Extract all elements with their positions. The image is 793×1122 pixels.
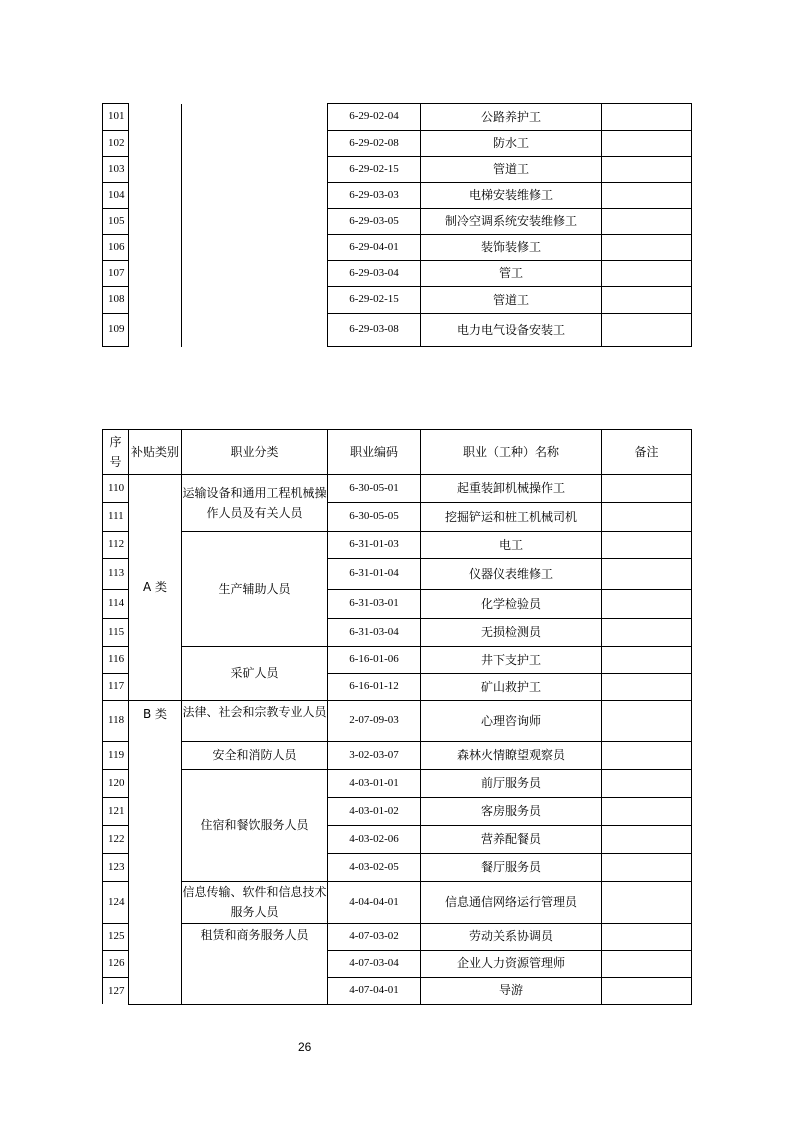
remark-cell <box>602 503 692 532</box>
remark-cell <box>602 157 692 183</box>
occupation-name: 企业人力资源管理师 <box>421 950 602 977</box>
page-number: 26 <box>298 1040 312 1054</box>
row-number: 117 <box>103 674 129 701</box>
row-number: 107 <box>103 261 129 287</box>
remark-cell <box>602 826 692 854</box>
occupation-name: 餐厅服务员 <box>421 854 602 882</box>
row-number: 106 <box>103 235 129 261</box>
remark-cell <box>602 261 692 287</box>
row-number: 109 <box>103 314 129 347</box>
row-number: 104 <box>103 183 129 209</box>
occupation-code: 4-03-01-01 <box>328 770 421 798</box>
occupation-code: 4-03-02-05 <box>328 854 421 882</box>
category-leasing-business: 租赁和商务服务人员 <box>182 923 328 1004</box>
occupation-code: 6-29-04-01 <box>328 235 421 261</box>
occupation-code: 6-29-03-08 <box>328 314 421 347</box>
occupation-code: 6-31-03-04 <box>328 619 421 647</box>
header-subsidy-class: 补贴类别 <box>129 430 182 475</box>
row-number: 125 <box>103 923 129 950</box>
remark-cell <box>602 674 692 701</box>
row-number: 112 <box>103 532 129 559</box>
occupation-name: 管道工 <box>421 287 602 314</box>
row-number: 121 <box>103 798 129 826</box>
remark-cell <box>602 532 692 559</box>
row-number: 127 <box>103 977 129 1004</box>
remark-cell <box>602 590 692 619</box>
occupation-subsidy-table <box>102 429 692 1005</box>
occupation-name: 营养配餐员 <box>421 826 602 854</box>
occupation-name: 仪器仪表维修工 <box>421 559 602 590</box>
header-remark: 备注 <box>602 430 692 475</box>
row-number: 113 <box>103 559 129 590</box>
occupation-name: 无损检测员 <box>421 619 602 647</box>
subsidy-class-cell <box>129 104 182 347</box>
occupation-name: 森林火情瞭望观察员 <box>421 742 602 770</box>
table-row <box>103 532 692 559</box>
occupation-name: 化学检验员 <box>421 590 602 619</box>
occupation-name: 信息通信网络运行管理员 <box>421 882 602 924</box>
occupation-name: 挖掘铲运和桩工机械司机 <box>421 503 602 532</box>
occupation-code: 6-29-02-08 <box>328 131 421 157</box>
row-number: 114 <box>103 590 129 619</box>
occupation-name: 管工 <box>421 261 602 287</box>
remark-cell <box>602 287 692 314</box>
row-number: 124 <box>103 882 129 924</box>
remark-cell <box>602 619 692 647</box>
category-hospitality: 住宿和餐饮服务人员 <box>182 770 328 882</box>
row-number: 108 <box>103 287 129 314</box>
occupation-code: 6-29-03-04 <box>328 261 421 287</box>
table-header-row <box>103 430 692 475</box>
row-number: 110 <box>103 475 129 503</box>
remark-cell <box>602 770 692 798</box>
occupation-name: 防水工 <box>421 131 602 157</box>
row-number: 118 <box>103 701 129 742</box>
occupation-code: 4-07-04-01 <box>328 977 421 1004</box>
row-number: 126 <box>103 950 129 977</box>
remark-cell <box>602 183 692 209</box>
row-number: 111 <box>103 503 129 532</box>
occupation-name: 前厅服务员 <box>421 770 602 798</box>
table-row <box>103 882 692 924</box>
occupation-code: 6-31-03-01 <box>328 590 421 619</box>
table-row <box>103 742 692 770</box>
remark-cell <box>602 559 692 590</box>
table-row <box>103 104 692 131</box>
remark-cell <box>602 209 692 235</box>
occupation-name: 起重装卸机械操作工 <box>421 475 602 503</box>
occupation-name: 心理咨询师 <box>421 701 602 742</box>
occupation-name: 井下支护工 <box>421 647 602 674</box>
table-row <box>103 770 692 798</box>
remark-cell <box>602 742 692 770</box>
row-number: 103 <box>103 157 129 183</box>
row-number: 119 <box>103 742 129 770</box>
occupation-code: 6-30-05-01 <box>328 475 421 503</box>
table-row <box>103 923 692 950</box>
table-row <box>103 475 692 503</box>
occupation-name: 导游 <box>421 977 602 1004</box>
occupation-code: 6-29-03-05 <box>328 209 421 235</box>
occupation-name: 公路养护工 <box>421 104 602 131</box>
remark-cell <box>602 314 692 347</box>
occupation-code: 4-03-02-06 <box>328 826 421 854</box>
occupation-table-continued <box>102 103 692 347</box>
row-number: 123 <box>103 854 129 882</box>
header-serial-number: 序 号 <box>103 430 129 475</box>
occupation-code: 6-29-03-03 <box>328 183 421 209</box>
category-mining: 采矿人员 <box>182 647 328 701</box>
row-number: 102 <box>103 131 129 157</box>
remark-cell <box>602 104 692 131</box>
remark-cell <box>602 977 692 1004</box>
category-transport: 运输设备和通用工程机械操 作人员及有关人员 <box>182 475 328 532</box>
remark-cell <box>602 131 692 157</box>
occupation-code: 6-29-02-04 <box>328 104 421 131</box>
header-occupation-category: 职业分类 <box>182 430 328 475</box>
occupation-code: 6-30-05-05 <box>328 503 421 532</box>
remark-cell <box>602 923 692 950</box>
remark-cell <box>602 475 692 503</box>
occupation-code: 6-16-01-12 <box>328 674 421 701</box>
occupation-code: 6-31-01-04 <box>328 559 421 590</box>
occupation-code: 3-02-03-07 <box>328 742 421 770</box>
table-row <box>103 647 692 674</box>
remark-cell <box>602 647 692 674</box>
occupation-name: 劳动关系协调员 <box>421 923 602 950</box>
occupation-name: 管道工 <box>421 157 602 183</box>
occupation-code: 4-03-01-02 <box>328 798 421 826</box>
occupation-name: 制冷空调系统安装维修工 <box>421 209 602 235</box>
remark-cell <box>602 882 692 924</box>
category-cell <box>182 104 328 347</box>
subsidy-class-a: A 类 <box>129 475 182 701</box>
remark-cell <box>602 701 692 742</box>
remark-cell <box>602 235 692 261</box>
category-production-support: 生产辅助人员 <box>182 532 328 647</box>
occupation-code: 6-29-02-15 <box>328 287 421 314</box>
row-number: 122 <box>103 826 129 854</box>
remark-cell <box>602 798 692 826</box>
remark-cell <box>602 950 692 977</box>
table-row <box>103 701 692 742</box>
occupation-code: 6-16-01-06 <box>328 647 421 674</box>
occupation-code: 6-29-02-15 <box>328 157 421 183</box>
occupation-code: 6-31-01-03 <box>328 532 421 559</box>
remark-cell <box>602 854 692 882</box>
header-occupation-code: 职业编码 <box>328 430 421 475</box>
category-safety: 安全和消防人员 <box>182 742 328 770</box>
category-it-services: 信息传输、软件和信息技术 服务人员 <box>182 882 328 924</box>
occupation-name: 装饰装修工 <box>421 235 602 261</box>
row-number: 105 <box>103 209 129 235</box>
occupation-name: 电力电气设备安装工 <box>421 314 602 347</box>
row-number: 116 <box>103 647 129 674</box>
header-occupation-name: 职业（工种）名称 <box>421 430 602 475</box>
category-legal-social: 法律、社会和宗教专业人员 <box>182 701 328 742</box>
occupation-code: 4-07-03-04 <box>328 950 421 977</box>
occupation-name: 客房服务员 <box>421 798 602 826</box>
row-number: 115 <box>103 619 129 647</box>
occupation-name: 矿山救护工 <box>421 674 602 701</box>
occupation-code: 4-07-03-02 <box>328 923 421 950</box>
occupation-code: 4-04-04-01 <box>328 882 421 924</box>
row-number: 101 <box>103 104 129 131</box>
subsidy-class-b: B 类 <box>129 701 182 1005</box>
occupation-code: 2-07-09-03 <box>328 701 421 742</box>
occupation-name: 电工 <box>421 532 602 559</box>
row-number: 120 <box>103 770 129 798</box>
occupation-name: 电梯安装维修工 <box>421 183 602 209</box>
